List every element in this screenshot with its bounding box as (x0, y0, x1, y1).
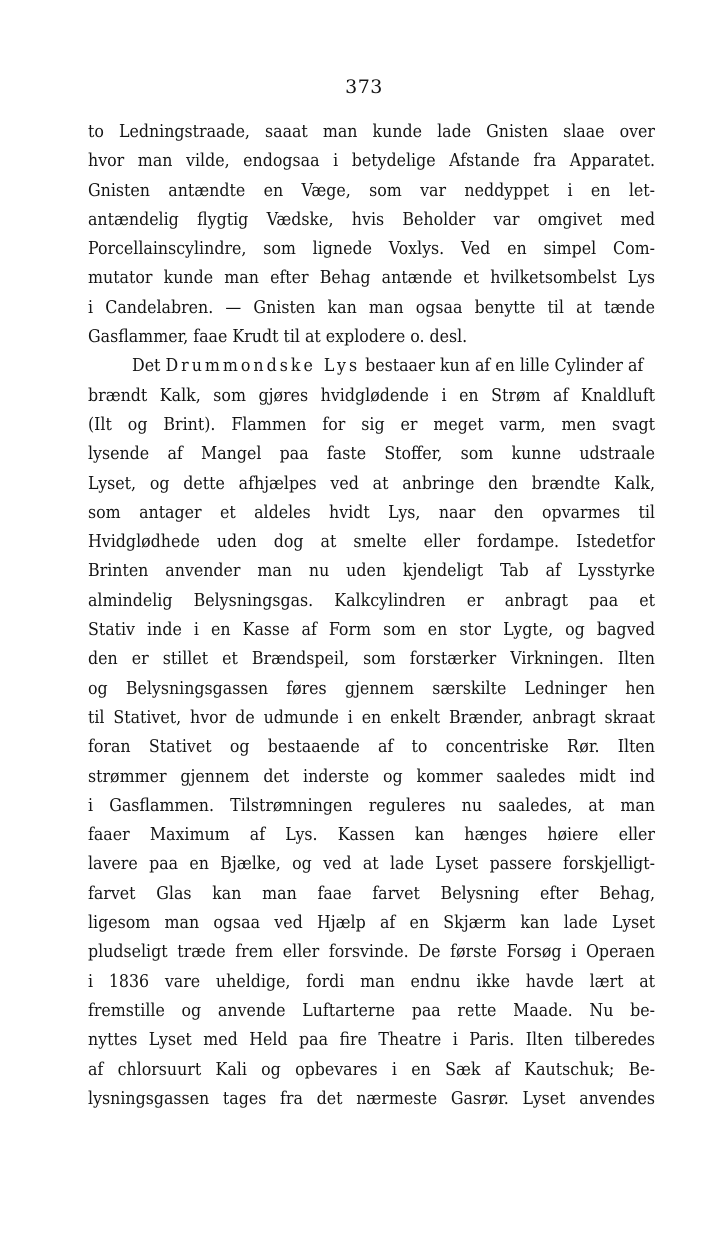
text-line: som antager et aldeles hvidt Lys, naar den opvarmes til (88, 502, 655, 523)
text-line: brændt Kalk, som gjøres hvidglødende i en Strøm af Knaldluft (88, 385, 655, 406)
text-line: antændelig flygtig Vædske, hvis Beholder var omgivet med (88, 209, 655, 230)
spaced-term: Drummondske Lys (165, 356, 361, 377)
text-line: mutator kunde man efter Behag antænde et hvilketsombelst Lys (88, 268, 655, 289)
text-line: i Candelabren. — Gnisten kan man ogsaa benytte til at tænde (88, 297, 655, 318)
text-line: Hvidglødhede uden dog at smelte eller fordampe. Istedetfor (88, 532, 655, 553)
text-line: ligesom man ogsaa ved Hjælp af en Skjærm kan lade Lyset (88, 913, 655, 934)
text-line-lead: Det (132, 356, 166, 377)
text-line: lysningsgassen tages fra det nærmeste Gasrør. Lyset anvendes (88, 1088, 655, 1109)
text-line: i 1836 vare uheldige, fordi man endnu ikke havde lært at (88, 971, 655, 992)
text-line: Brinten anvender man nu uden kjendeligt Tab af Lysstyrke (88, 561, 655, 582)
text-line: Gasflammer, faae Krudt til at explodere o. desl. (88, 327, 468, 348)
text-line: pludseligt træde frem eller forsvinde. De første Forsøg i Operaen (88, 942, 655, 963)
text-line: faaer Maximum af Lys. Kassen kan hænges høiere eller (88, 825, 655, 846)
text-line: almindelig Belysningsgas. Kalkcylindren er anbragt paa et (88, 590, 655, 611)
text-line: Gnisten antændte en Væge, som var neddyppet i en let- (88, 180, 655, 201)
text-line: foran Stativet og bestaaende af to concentriske Rør. Ilten (88, 737, 655, 758)
text-line: Stativ inde i en Kasse af Form som en stor Lygte, og bagved (88, 620, 655, 641)
text-line: (Ilt og Brint). Flammen for sig er meget varm, men svagt (88, 414, 655, 435)
text-line: lysende af Mangel paa faste Stoffer, som kunne udstraale (88, 444, 655, 465)
text-line: og Belysningsgassen føres gjennem særskilte Ledninger hen (88, 678, 655, 699)
text-line: hvor man vilde, endogsaa i betydelige Afstande fra Apparatet. (88, 151, 655, 172)
text-line: strømmer gjennem det inderste og kommer saaledes midt ind (88, 766, 655, 787)
text-line-rest: bestaaer kun af en lille Cylinder af (360, 356, 644, 377)
text-line (88, 352, 655, 381)
text-line: fremstille og anvende Luftarterne paa rette Maade. Nu be- (88, 1000, 655, 1021)
page-number: 373 (345, 76, 383, 98)
text-line: nyttes Lyset med Held paa fire Theatre i Paris. Ilten tilberedes (88, 1030, 655, 1051)
text-line: den er stillet et Brændspeil, som forstærker Virkningen. Ilten (88, 649, 655, 670)
text-line: i Gasflammen. Tilstrømningen reguleres nu saaledes, at man (88, 795, 655, 816)
text-line: lavere paa en Bjælke, og ved at lade Lyset passere forskjelligt- (88, 854, 655, 875)
text-line: farvet Glas kan man faae farvet Belysning efter Behag, (88, 883, 655, 904)
text-line: Lyset, og dette afhjælpes ved at anbringe den brændte Kalk, (88, 473, 655, 494)
body-text (88, 118, 655, 1114)
text-line: to Ledningstraade, saaat man kunde lade Gnisten slaae over (88, 122, 655, 142)
text-line: Porcellainscylindre, som lignede Voxlys. Ved en simpel Com- (88, 239, 655, 260)
text-line: til Stativet, hvor de udmunde i en enkelt Brænder, anbragt skraat (88, 707, 655, 728)
text-line: af chlorsuurt Kali og opbevares i en Sæk af Kautschuk; Be- (88, 1059, 655, 1080)
